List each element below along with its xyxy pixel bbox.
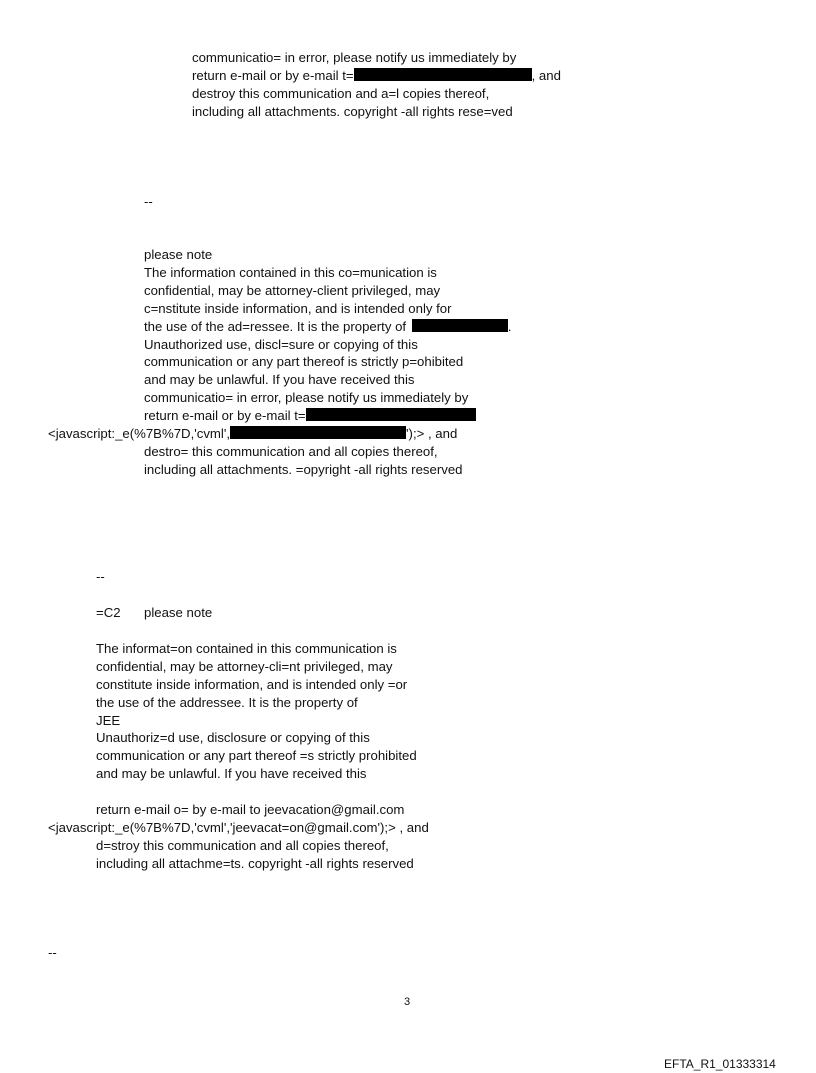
- separator: --: [144, 194, 153, 209]
- text-line: communicatio= in error, please notify us immediately by: [192, 50, 517, 65]
- redaction-box: [412, 319, 508, 332]
- text-fragment: .: [507, 319, 512, 334]
- page-number: 3: [404, 996, 411, 1008]
- document-id: EFTA_R1_01333314: [664, 1057, 776, 1071]
- text-line: confidential, may be attorney-client privileged, may: [144, 283, 441, 298]
- text-line: including all attachments. =opyright -all rights reserved: [144, 462, 463, 477]
- text-line: please note: [144, 247, 213, 262]
- text-line: d=stroy this communication and all copies thereof,: [96, 838, 389, 853]
- separator: --: [48, 945, 57, 960]
- text-line: [192, 67, 561, 85]
- text-line: and may be unlawful. If you have received this: [144, 372, 415, 387]
- text-line: constitute inside information, and is intended only =or: [96, 677, 408, 692]
- text-line: Unauthorized use, discl=sure or copying of this: [144, 337, 418, 352]
- text-fragment: the use of the ad=ressee. It is the property of: [144, 319, 407, 334]
- text-line: communication or any part thereof is strictly p=ohibited: [144, 354, 464, 369]
- text-fragment: return e-mail or by e-mail t=: [144, 408, 306, 423]
- text-line: c=nstitute inside information, and is intended only for: [144, 301, 452, 316]
- text-line: JEE: [96, 713, 121, 728]
- text-line: [144, 407, 476, 425]
- text-line: and may be unlawful. If you have received this: [96, 766, 367, 781]
- text-fragment: <javascript:_e(%7B%7D,'cvml',: [48, 426, 231, 441]
- text-line: The informat=on contained in this communication is: [96, 641, 397, 656]
- text-line: destro= this communication and all copies thereof,: [144, 444, 438, 459]
- redaction-box: [230, 426, 406, 439]
- text-line: communicatio= in error, please notify us immediately by: [144, 390, 469, 405]
- text-line: the use of the addressee. It is the property of: [96, 695, 358, 710]
- text-fragment: , and: [531, 68, 561, 83]
- text-line: [48, 425, 457, 443]
- text-line: please note: [144, 605, 213, 620]
- text-line: The information contained in this co=munication is: [144, 265, 437, 280]
- text-line: including all attachme=ts. copyright -all rights reserved: [96, 856, 414, 871]
- redaction-box: [306, 408, 476, 421]
- text-fragment: return e-mail or by e-mail t=: [192, 68, 354, 83]
- text-fragment: ');> , and: [406, 426, 458, 441]
- text-line: including all attachments. copyright -all rights rese=ved: [192, 104, 513, 119]
- separator: --: [96, 569, 105, 584]
- text-line: communication or any part thereof =s strictly prohibited: [96, 748, 417, 763]
- text-line: destroy this communication and a=l copies thereof,: [192, 86, 490, 101]
- c2-marker: =C2: [96, 605, 121, 620]
- text-line: <javascript:_e(%7B%7D,'cvml','jeevacat=on@gmail.com');> , and: [48, 820, 429, 835]
- text-line: [144, 318, 511, 336]
- redaction-box: [354, 68, 532, 81]
- text-line: return e-mail o= by e-mail to jeevacation@gmail.com: [96, 802, 405, 817]
- text-line: confidential, may be attorney-cli=nt privileged, may: [96, 659, 393, 674]
- text-line: Unauthoriz=d use, disclosure or copying of this: [96, 730, 370, 745]
